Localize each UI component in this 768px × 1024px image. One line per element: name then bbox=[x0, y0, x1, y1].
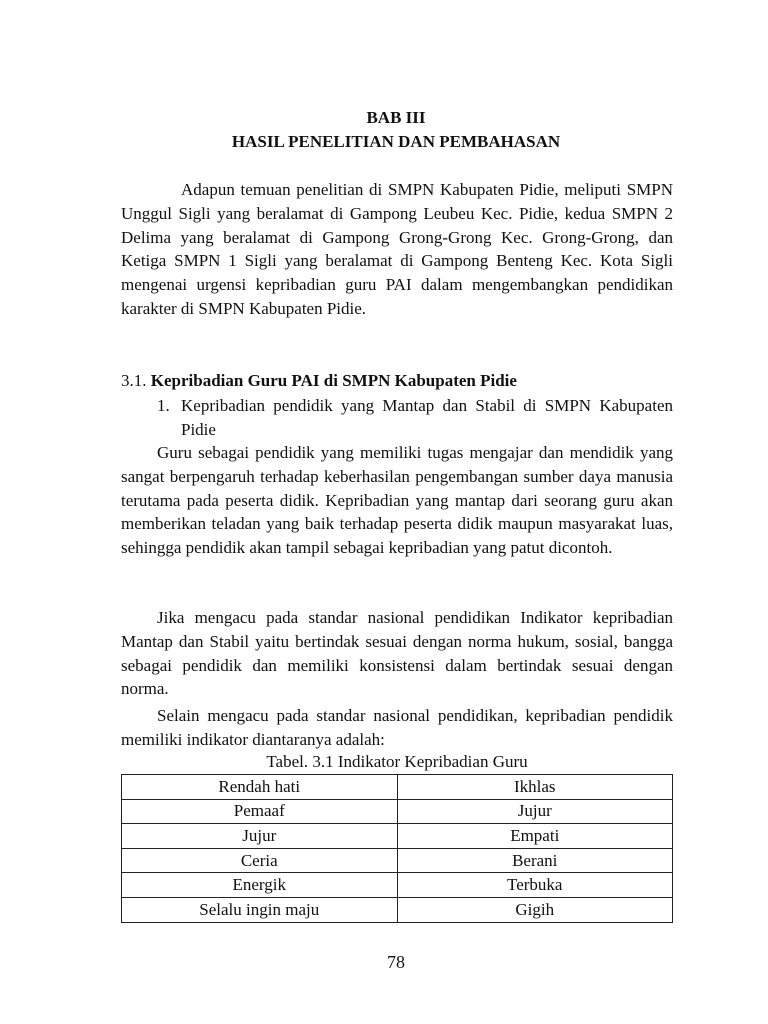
table-cell: Gigih bbox=[397, 897, 673, 922]
section-number: 3.1. bbox=[121, 371, 147, 390]
table-cell: Terbuka bbox=[397, 873, 673, 898]
paragraph-1-text: Guru sebagai pendidik yang memiliki tugas mengajar dan mendidik yang sangat berpengaruh terhadap keberhasilan pengembangan sumber daya manusia terutama pada peserta didik. Kepribadian yang mantap dari seorang guru akan memberikan teladan yang baik terhadap peserta didik maupun masyarakat luas, sehingga pendidik akan tampil sebagai kepribadian yang patut dicontoh. bbox=[121, 443, 673, 558]
list-item bbox=[157, 394, 673, 442]
table-row bbox=[122, 824, 673, 849]
table-row bbox=[122, 848, 673, 873]
table-row bbox=[122, 775, 673, 800]
table-cell: Pemaaf bbox=[122, 799, 398, 824]
table-row bbox=[122, 873, 673, 898]
intro-paragraph-text: Adapun temuan penelitian di SMPN Kabupaten Pidie, meliputi SMPN Unggul Sigli yang beralamat di Gampong Leubeu Kec. Pidie, kedua SMPN 2 Delima yang beralamat di Gampong Grong-Grong Kec. Grong-Grong, dan Ketiga SMPN 1 Sigli yang beralamat di Gampong Benteng Kec. Kota Sigli mengenai urgensi kepribadian guru PAI dalam mengembangkan pendidikan karakter di SMPN Kabupaten Pidie. bbox=[121, 180, 673, 318]
indicator-table bbox=[121, 774, 673, 923]
table-row bbox=[122, 897, 673, 922]
table-cell: Selalu ingin maju bbox=[122, 897, 398, 922]
table-caption: Tabel. 3.1 Indikator Kepribadian Guru bbox=[266, 752, 528, 771]
paragraph-3 bbox=[121, 704, 673, 752]
table-cell: Berani bbox=[397, 848, 673, 873]
section-heading bbox=[121, 370, 517, 392]
paragraph-2-text: Jika mengacu pada standar nasional pendidikan Indikator kepribadian Mantap dan Stabil yaitu bertindak sesuai dengan norma hukum, sosial, bangga sebagai pendidik dan memiliki konsistensi dalam bertindak sesuai dengan norma. bbox=[121, 608, 673, 699]
intro-paragraph bbox=[121, 178, 673, 321]
table-cell: Jujur bbox=[397, 799, 673, 824]
table-row bbox=[122, 799, 673, 824]
paragraph-1 bbox=[121, 441, 673, 560]
list-marker: 1. bbox=[157, 396, 170, 415]
chapter-title: HASIL PENELITIAN DAN PEMBAHASAN bbox=[231, 132, 561, 151]
list-item-text: Kepribadian pendidik yang Mantap dan Stabil di SMPN Kabupaten Pidie bbox=[181, 396, 673, 439]
table-cell: Jujur bbox=[122, 824, 398, 849]
paragraph-3-text: Selain mengacu pada standar nasional pendidikan, kepribadian pendidik memiliki indikator diantaranya adalah: bbox=[121, 706, 673, 749]
section-title: Kepribadian Guru PAI di SMPN Kabupaten Pidie bbox=[150, 371, 517, 390]
page-number: 78 bbox=[387, 952, 405, 972]
paragraph-2 bbox=[121, 606, 673, 701]
chapter-number: BAB III bbox=[366, 108, 426, 127]
table-cell: Ikhlas bbox=[397, 775, 673, 800]
table-cell: Rendah hati bbox=[122, 775, 398, 800]
table-cell: Energik bbox=[122, 873, 398, 898]
table-cell: Ceria bbox=[122, 848, 398, 873]
table-cell: Empati bbox=[397, 824, 673, 849]
